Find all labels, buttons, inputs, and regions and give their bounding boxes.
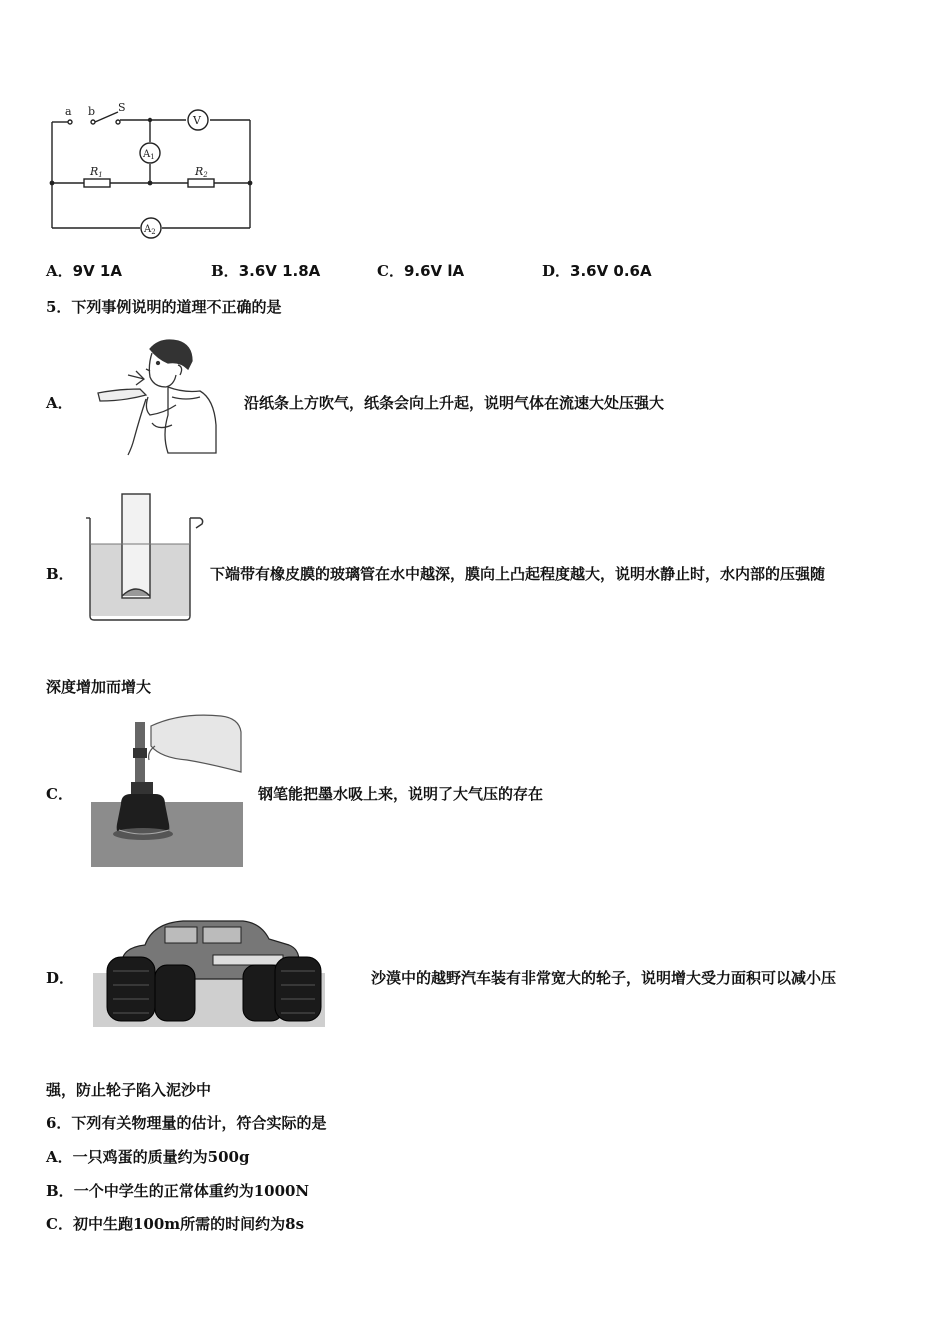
q6-option-b: B．一个中学生的正常体重约为1000N: [46, 1182, 310, 1200]
ammeter-a1-label: $A_1$: [143, 149, 155, 161]
q4-option-a: A．9V 1A: [46, 262, 122, 280]
q4-option-c: C．9.6V lA: [377, 262, 465, 280]
voltmeter-label: V: [193, 114, 201, 127]
terminal-a-label: a: [65, 105, 72, 118]
q5-option-b-text: 下端带有橡皮膜的玻璃管在水中越深，膜向上凸起程度越大，说明水静止时，水内部的压强随: [210, 565, 826, 583]
switch-label: S: [118, 101, 126, 114]
fountain-pen-ink-image: [91, 712, 243, 867]
q5-option-a-letter: A．: [46, 394, 73, 412]
off-road-truck-image: [93, 915, 325, 1027]
resistor-r2: [188, 179, 214, 187]
q5-option-d-text: 沙漠中的越野汽车装有非常宽大的轮子，说明增大受力面积可以减小压: [371, 969, 837, 987]
q4-option-d: D．3.6V 0.6A: [542, 262, 652, 280]
q4-option-b: B．3.6V 1.8A: [211, 262, 321, 280]
q6-stem: 6．下列有关物理量的估计，符合实际的是: [46, 1114, 327, 1132]
q5-option-b-letter: B．: [46, 565, 74, 583]
resistor-r1-label: R1: [90, 165, 103, 179]
q5-option-a-text: 沿纸条上方吹气，纸条会向上升起，说明气体在流速大处压强大: [244, 394, 665, 412]
q5-option-d-continuation: 强，防止轮子陷入泥沙中: [46, 1081, 212, 1099]
ammeter-a2-label: $A_2$: [144, 224, 156, 236]
resistor-r2-label: R2: [195, 165, 208, 179]
resistor-r1: [84, 179, 110, 187]
q5-option-c-text: 钢笔能把墨水吸上来，说明了大气压的存在: [258, 785, 544, 803]
q5-option-b-continuation: 深度增加而增大: [46, 678, 152, 696]
boy-blowing-paper-image: [88, 335, 223, 460]
q5-option-c-letter: C．: [46, 785, 73, 803]
q6-option-c: C．初中生跑100m所需的时间约为8s: [46, 1215, 305, 1233]
q5-option-d-letter: D．: [46, 969, 75, 987]
circuit-diagram: [40, 100, 270, 240]
q5-stem: 5．下列事例说明的道理不正确的是: [46, 298, 282, 316]
beaker-glass-tube-image: [84, 492, 209, 622]
q6-option-a: A．一只鸡蛋的质量约为500g: [46, 1148, 250, 1166]
terminal-b-label: b: [88, 105, 96, 118]
